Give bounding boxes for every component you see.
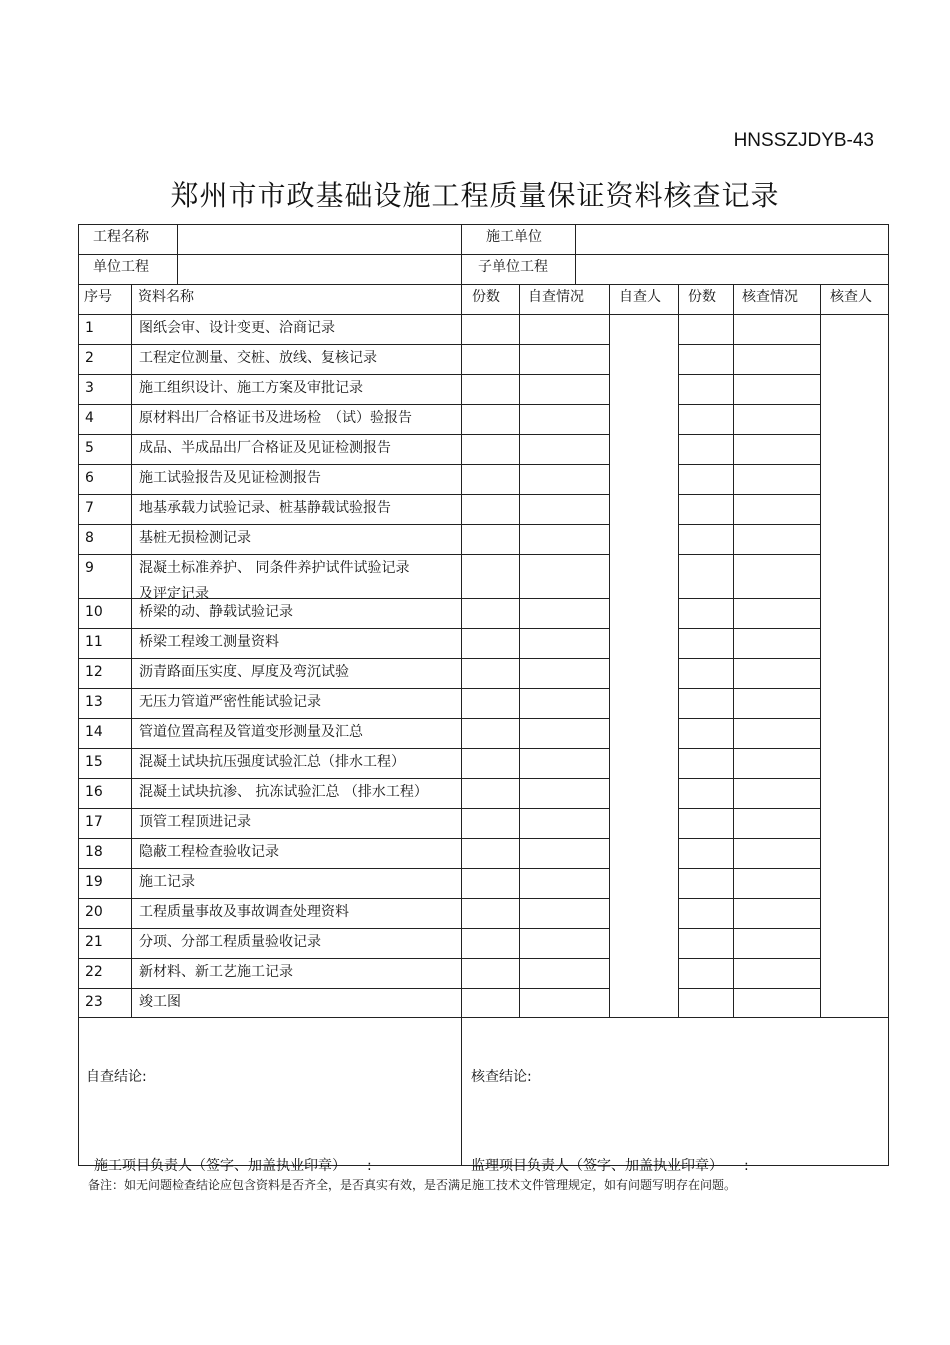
column-header: 序号 [84, 289, 112, 305]
row-rule [678, 374, 820, 375]
item-number: 3 [85, 380, 94, 396]
row-rule [78, 838, 609, 839]
column-header: 核查情况 [742, 289, 798, 305]
items-bottom-rule [78, 1017, 888, 1018]
unit-project-label: 单位工程 [93, 259, 149, 275]
column-rule [733, 284, 734, 1017]
column-rule [461, 284, 462, 1017]
column-rule [609, 284, 610, 1017]
item-name: 竣工图 [139, 994, 181, 1010]
item-number: 16 [85, 784, 103, 800]
item-number: 15 [85, 754, 103, 770]
item-name: 桥梁工程竣工测量资料 [139, 634, 279, 650]
item-name: 成品、半成品出厂合格证及见证检测报告 [139, 440, 391, 456]
item-name: 新材料、新工艺施工记录 [139, 964, 293, 980]
row-rule [678, 958, 820, 959]
table-border-left [78, 224, 79, 1165]
item-name: 混凝土试块抗渗、 抗冻试验汇总 （排水工程） [139, 784, 428, 800]
table-border-top [78, 224, 889, 225]
row-rule [678, 434, 820, 435]
row-rule [78, 718, 609, 719]
row-rule [78, 778, 609, 779]
row-rule [678, 464, 820, 465]
item-number: 14 [85, 724, 103, 740]
column-header: 份数 [688, 289, 716, 305]
item-name: 混凝土标准养护、 同条件养护试件试验记录 [139, 560, 410, 576]
row-rule [78, 658, 609, 659]
header-row-rule [78, 254, 888, 255]
item-number: 4 [85, 410, 94, 426]
row-rule [678, 598, 820, 599]
row-rule [678, 808, 820, 809]
item-number: 12 [85, 664, 103, 680]
item-number: 11 [85, 634, 103, 650]
row-rule [678, 658, 820, 659]
header-col-rule [461, 224, 462, 284]
page-title: 郑州市市政基础设施工程质量保证资料核查记录 [170, 179, 780, 212]
item-number: 7 [85, 500, 94, 516]
item-name: 顶管工程顶进记录 [139, 814, 251, 830]
row-rule [678, 688, 820, 689]
item-name: 原材料出厂合格证书及进场检 （试）验报告 [139, 410, 412, 426]
row-rule [78, 524, 609, 525]
item-number: 5 [85, 440, 94, 456]
table-border-right [888, 224, 889, 1166]
form-code: HNSSZJDYB-43 [733, 130, 874, 151]
item-number: 2 [85, 350, 94, 366]
row-rule [78, 898, 609, 899]
column-header-rule [78, 314, 888, 315]
column-header: 自查情况 [528, 289, 584, 305]
row-rule [678, 778, 820, 779]
row-rule [78, 344, 609, 345]
contractor-label: 施工单位 [486, 229, 542, 245]
row-rule [678, 554, 820, 555]
item-name: 混凝土试块抗压强度试验汇总（排水工程） [139, 754, 405, 770]
row-rule [678, 628, 820, 629]
item-name: 施工试验报告及见证检测报告 [139, 470, 321, 486]
row-rule [678, 868, 820, 869]
row-rule [678, 898, 820, 899]
item-number: 10 [85, 604, 103, 620]
row-rule [678, 988, 820, 989]
header-col-rule [177, 224, 178, 284]
row-rule [78, 628, 609, 629]
item-number: 1 [85, 320, 94, 336]
item-name: 图纸会审、设计变更、洽商记录 [139, 320, 335, 336]
item-name: 施工组织设计、施工方案及审批记录 [139, 380, 363, 396]
item-number: 18 [85, 844, 103, 860]
item-name: 工程定位测量、交桩、放线、复核记录 [139, 350, 377, 366]
item-number: 17 [85, 814, 103, 830]
column-header: 核查人 [830, 289, 872, 305]
self-check-signer-label: 施工项目负责人（签字、加盖执业印章） : [94, 1158, 372, 1174]
item-name: 基桩无损检测记录 [139, 530, 251, 546]
row-rule [678, 838, 820, 839]
row-rule [678, 718, 820, 719]
item-name: 施工记录 [139, 874, 195, 890]
item-number: 13 [85, 694, 103, 710]
row-rule [678, 524, 820, 525]
row-rule [78, 958, 609, 959]
row-rule [678, 494, 820, 495]
item-name: 无压力管道严密性能试验记录 [139, 694, 321, 710]
item-number: 19 [85, 874, 103, 890]
row-rule [78, 808, 609, 809]
row-rule [678, 404, 820, 405]
column-header: 份数 [472, 289, 500, 305]
item-number: 6 [85, 470, 94, 486]
item-number: 21 [85, 934, 103, 950]
item-number: 8 [85, 530, 94, 546]
item-name: 沥青路面压实度、厚度及弯沉试验 [139, 664, 349, 680]
item-name: 地基承载力试验记录、桩基静载试验报告 [139, 500, 391, 516]
column-header: 资料名称 [138, 289, 194, 305]
item-name: 管道位置高程及管道变形测量及汇总 [139, 724, 363, 740]
row-rule [78, 464, 609, 465]
row-rule [78, 868, 609, 869]
row-rule [678, 928, 820, 929]
column-header: 自查人 [619, 289, 661, 305]
row-rule [78, 404, 609, 405]
item-name: 隐蔽工程检查验收记录 [139, 844, 279, 860]
column-rule [131, 284, 132, 1017]
item-number: 22 [85, 964, 103, 980]
row-rule [78, 554, 609, 555]
item-number: 9 [85, 560, 94, 576]
item-name: 桥梁的动、静载试验记录 [139, 604, 293, 620]
review-conclusion-label: 核查结论: [471, 1069, 532, 1085]
project-name-label: 工程名称 [93, 229, 149, 245]
review-signer-label: 监理项目负责人（签字、加盖执业印章） : [471, 1158, 749, 1174]
row-rule [78, 374, 609, 375]
item-name: 工程质量事故及事故调查处理资料 [139, 904, 349, 920]
header-col-rule [575, 224, 576, 284]
row-rule [678, 344, 820, 345]
row-rule [78, 434, 609, 435]
item-number: 23 [85, 994, 103, 1010]
column-rule [519, 284, 520, 1017]
item-name-line2: 及评定记录 [139, 586, 209, 602]
remark-note: 备注：如无问题检查结论应包含资料是否齐全，是否真实有效，是否满足施工技术文件管理规定，如有问题写明存在问题。 [88, 1178, 737, 1192]
self-check-conclusion-label: 自查结论: [86, 1069, 147, 1085]
item-name: 分项、分部工程质量验收记录 [139, 934, 321, 950]
item-number: 20 [85, 904, 103, 920]
row-rule [78, 748, 609, 749]
sub-unit-project-label: 子单位工程 [478, 259, 548, 275]
column-rule [820, 284, 821, 1017]
row-rule [78, 928, 609, 929]
column-rule [678, 284, 679, 1017]
header-row-rule [78, 284, 888, 285]
footer-divider [461, 1017, 462, 1165]
row-rule [78, 688, 609, 689]
row-rule [678, 748, 820, 749]
row-rule [78, 494, 609, 495]
row-rule [78, 988, 609, 989]
